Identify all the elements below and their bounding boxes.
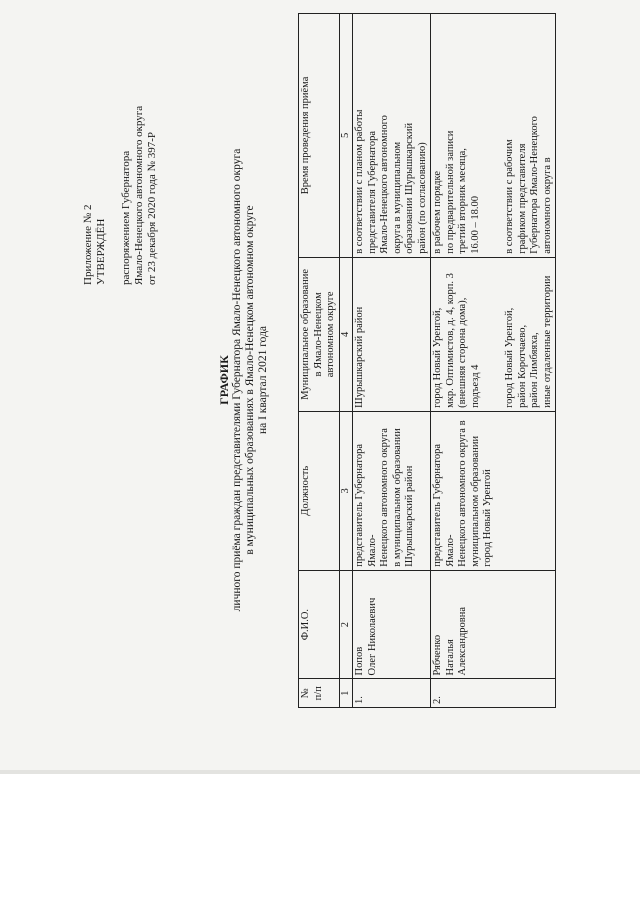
person-name: Попов Олег Николаевич: [353, 570, 431, 679]
schedule-table: [298, 13, 556, 708]
row-number: 1.: [353, 679, 431, 708]
scan-edge: [0, 770, 640, 774]
header-position: Должность: [299, 411, 340, 570]
title-main: ГРАФИК: [217, 355, 231, 405]
header-name: Ф.И.О.: [299, 570, 340, 679]
column-number: 3: [339, 411, 353, 570]
table-header-row: [299, 14, 340, 708]
header-time: Время проведения приёма: [299, 14, 340, 258]
column-number: 1: [339, 679, 353, 708]
table-row: [353, 14, 431, 708]
approval-order-line: распоряжением Губернатора: [120, 150, 132, 285]
approved-label: УТВЕРЖДЁН: [95, 218, 107, 285]
title-line-1: личного приёма граждан представителями Губернатора Ямало-Ненецкого автономного округа: [231, 148, 243, 612]
header-municipality: Муниципальное образование в Ямало-Ненецком автономном округе: [299, 257, 340, 411]
column-number: 5: [339, 14, 353, 258]
title-line-3: на I квартал 2021 года: [257, 325, 269, 435]
municipality: город Новый Уренгой, мкр. Оптимистов, д. 4, корп. 3 (внешняя сторона дома), подъезд 4 город Новый Уренгой, район Коротчаево, район Лимбяяха, иные отдаленные территории: [431, 257, 556, 411]
appendix-number: Приложение № 2: [82, 204, 94, 285]
approval-date-line: от 23 декабря 2020 года № 397-Р: [146, 131, 158, 285]
reception-time: в соответствии с планом работы представителя Губернатора Ямало-Ненецкого автономного округа в муниципальном образовании Шурышкарский район (по согласованию): [353, 14, 431, 258]
column-number: 2: [339, 570, 353, 679]
person-name: Рябченко Наталья Александровна: [431, 570, 556, 679]
row-number: 2.: [431, 679, 556, 708]
header-number: № п/п: [299, 679, 340, 708]
approval-region-line: Ямало-Ненецкого автономного округа: [133, 105, 145, 285]
person-position: представитель Губернатора Ямало- Ненецкого автономного округа в муниципальном образовании город Новый Уренгой: [431, 411, 556, 570]
reception-time: в рабочем порядке по предварительной записи третий вторник месяца, 16.00 – 18.00 в соответствии с рабочим графиком представителя Губернатора Ямало-Ненецкого автономного округа в: [431, 14, 556, 258]
document-title: [218, 0, 270, 760]
person-position: представитель Губернатора Ямало- Ненецкого автономного округа в муниципальном образовании Шурышкарский район: [353, 411, 431, 570]
title-line-2: в муниципальных образованиях в Ямало-Ненецком автономном округе: [244, 205, 256, 555]
municipality: Шурышкарский район: [353, 257, 431, 411]
approval-stamp: [82, 55, 159, 285]
column-number-row: [339, 14, 353, 708]
column-number: 4: [339, 257, 353, 411]
table-row: [431, 14, 556, 708]
